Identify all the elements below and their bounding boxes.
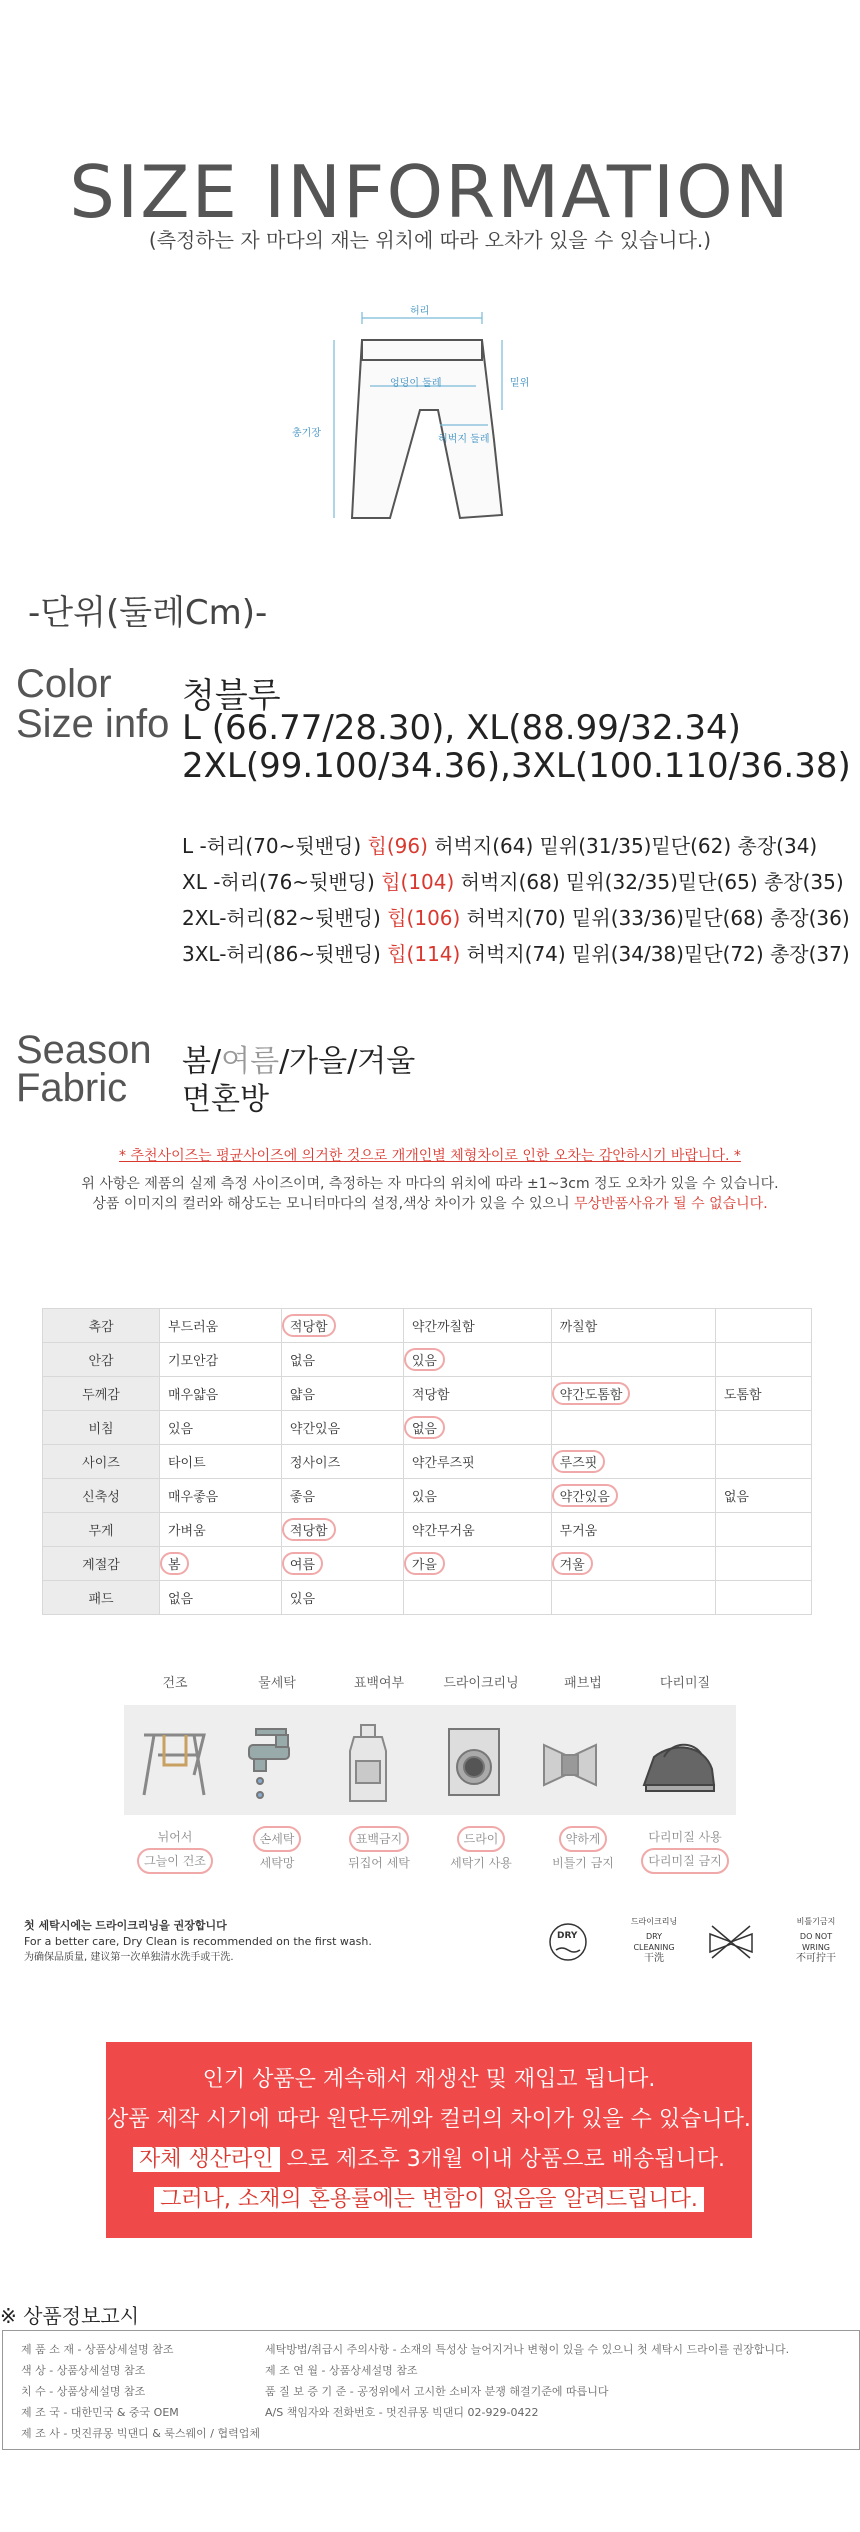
diagram-thigh-label: 허벅지 둘레 [438, 434, 490, 445]
attribute-option: 정사이즈 [281, 1445, 403, 1479]
attribute-name: 사이즈 [43, 1445, 160, 1479]
restock-line-1: 인기 상품은 계속해서 재생산 및 재입고 됩니다. [202, 2067, 656, 2092]
attribute-option: 적당함 [281, 1309, 403, 1343]
info-row-left: 제 조 사 - 멋진큐몽 빅댄디 & 룩스웨이 / 협력업체 [21, 2427, 260, 2440]
info-row-left: 제 품 소 재 - 상품상세설명 참조 [21, 2343, 174, 2356]
diagram-rise-label: 밑위 [510, 378, 530, 389]
attribute-option [551, 1411, 715, 1445]
care-header-wash: 물세탁 [258, 1676, 296, 1691]
care-option: 손세탁 세탁망 [227, 1826, 327, 1874]
info-row-right: 세탁방법/취급시 주의사항 - 소재의 특성상 늘어지거나 변형이 있을 수 있으니 첫 세탁시 드라이를 권장합니다. [265, 2343, 790, 2356]
info-row-right: A/S 책임자와 전화번호 - 멋진큐몽 빅댄디 02-929-0422 [265, 2406, 539, 2419]
attribute-option: 타이트 [160, 1445, 282, 1479]
fabric-label: Fabric [16, 1066, 128, 1110]
wring-cloth-icon [544, 1745, 596, 1785]
attribute-option: 기모안감 [160, 1343, 282, 1377]
iron-icon [644, 1745, 714, 1791]
size-row-3xl: 3XL-허리(86~뒷밴딩) 힙(114) 허벅지(74) 밑위(34/38)밑단(72) 총장(37) [182, 942, 850, 966]
diagram-hip-label: 엉덩이 둘레 [390, 378, 442, 389]
attribute-option: 있음 [281, 1581, 403, 1615]
color-label: Color [16, 662, 112, 706]
sizeinfo-line-2: 2XL(99.100/34.36),3XL(100.110/36.38) [182, 746, 851, 786]
attribute-option: 있음 [403, 1479, 551, 1513]
faucet-icon [249, 1729, 289, 1798]
attribute-option: 도톰함 [715, 1377, 811, 1411]
care-header-bleach: 표백여부 [353, 1676, 405, 1691]
attribute-row [43, 1377, 812, 1411]
attribute-option [715, 1309, 811, 1343]
care-icon-band [124, 1705, 736, 1815]
care-options [124, 1826, 736, 1874]
info-row-left: 색 상 - 상품상세설명 참조 [21, 2364, 146, 2377]
attribute-option [715, 1547, 811, 1581]
attribute-option: 무거움 [551, 1513, 715, 1547]
drying-rack-icon [144, 1735, 204, 1795]
unit-label: -단위(둘레Cm)- [28, 593, 268, 633]
attribute-name: 계절감 [43, 1547, 160, 1581]
attribute-name: 촉감 [43, 1309, 160, 1343]
care-option: 약하게 비틀기 금지 [533, 1826, 633, 1874]
attribute-option: 없음 [403, 1411, 551, 1445]
attribute-option [403, 1581, 551, 1615]
attribute-option: 약간있음 [551, 1479, 715, 1513]
attribute-option [715, 1581, 811, 1615]
bleach-bottle-icon [350, 1725, 386, 1801]
restock-line-4: 그러나, 소재의 혼용률에는 변함이 없음을 알려드립니다. [106, 2180, 752, 2220]
size-row-xl: XL -허리(76~뒷밴딩) 힙(104) 허벅지(68) 밑위(32/35)밑단(65) 총장(35) [182, 870, 844, 894]
attribute-option [715, 1343, 811, 1377]
washing-machine-icon [449, 1729, 499, 1795]
attribute-option: 루즈핏 [551, 1445, 715, 1479]
info-row-left: 제 조 국 - 대한민국 & 중국 OEM [21, 2406, 179, 2419]
attribute-option: 가을 [403, 1547, 551, 1581]
attribute-option: 가벼움 [160, 1513, 282, 1547]
attribute-row [43, 1581, 812, 1615]
info-row-right: 제 조 연 월 - 상품상세설명 참조 [265, 2364, 418, 2377]
attribute-option: 봄 [160, 1547, 282, 1581]
attribute-option: 겨울 [551, 1547, 715, 1581]
attribute-option: 좋음 [281, 1479, 403, 1513]
attribute-row [43, 1513, 812, 1547]
product-info-box [2, 2330, 860, 2450]
care-header-dryclean: 드라이크리닝 [443, 1676, 519, 1691]
dry-symbol-icon: DRY [548, 1922, 588, 1966]
recommend-notice: * 추천사이즈는 평균사이즈에 의거한 것으로 개개인별 체형차이로 인한 오차는 감안하시기 바랍니다. * [119, 1148, 741, 1164]
attribute-option: 약간도톰함 [551, 1377, 715, 1411]
attribute-name: 신축성 [43, 1479, 160, 1513]
attribute-name: 두께감 [43, 1377, 160, 1411]
care-header-iron: 다리미질 [659, 1676, 711, 1691]
attribute-option: 여름 [281, 1547, 403, 1581]
attribute-row [43, 1445, 812, 1479]
restock-line-3: 자체 생산라인 으로 제조후 3개월 이내 상품으로 배송됩니다. [106, 2140, 752, 2180]
attribute-option [715, 1411, 811, 1445]
attribute-option: 까칠함 [551, 1309, 715, 1343]
care-option: 다리미질 사용 다리미질 금지 [635, 1826, 735, 1874]
info-row-left: 치 수 - 상품상세설명 참조 [21, 2385, 146, 2398]
attribute-option: 매우얇음 [160, 1377, 282, 1411]
attribute-option: 부드러움 [160, 1309, 282, 1343]
season-value: 봄/여름/가을/겨울 [182, 1044, 416, 1079]
attribute-option: 있음 [160, 1411, 282, 1445]
attribute-row [43, 1411, 812, 1445]
attribute-row [43, 1309, 812, 1343]
care-option: 뉘어서 그늘이 건조 [125, 1826, 225, 1874]
attribute-option: 약간까칠함 [403, 1309, 551, 1343]
attribute-option: 없음 [281, 1343, 403, 1377]
diagram-length-label: 총기장 [292, 428, 321, 439]
product-info-title: ※ 상품정보고시 [0, 2304, 140, 2328]
size-row-l: L -허리(70~뒷밴딩) 힙(96) 허벅지(64) 밑위(31/35)밑단(62) 총장(34) [182, 834, 818, 858]
info-row-right: 품 질 보 증 기 준 - 공정위에서 고시한 소비자 분쟁 해결기준에 따릅니다 [265, 2385, 609, 2398]
fabric-value: 면혼방 [182, 1082, 269, 1117]
diagram-waist-label: 허리 [410, 306, 430, 317]
attribute-option: 약간있음 [281, 1411, 403, 1445]
attribute-option [551, 1581, 715, 1615]
no-wring-icon [706, 1924, 756, 1964]
sizeinfo-label: Size info [16, 702, 170, 746]
attribute-row [43, 1343, 812, 1377]
care-option: 표백금지 뒤집어 세탁 [329, 1826, 429, 1874]
measure-notice: 위 사항은 제품의 실제 측정 사이즈이며, 측정하는 자 마다의 위치에 따라 ±1~3cm 정도 오차가 있을 수 있습니다. 상품 이미지의 컬러와 해상도는 모니터마다의 설정,색상 차이가 있을 수 있으니 무상반품사유가 될 수 없습니다. [81, 1176, 779, 1212]
sizeinfo-line-1: L (66.77/28.30), XL(88.99/32.34) [182, 708, 741, 748]
attribute-option: 적당함 [281, 1513, 403, 1547]
attribute-option: 적당함 [403, 1377, 551, 1411]
care-headers [124, 1672, 736, 1691]
attribute-option [715, 1513, 811, 1547]
care-option: 드라이 세탁기 사용 [431, 1826, 531, 1874]
wash-note: 첫 세탁시에는 드라이크리닝을 권장합니다 For a better care, Dry Clean is recommended on the first wash. 为确保品质量, 建议第一次单独清水洗手或干洗. [24, 1919, 372, 1963]
pants-diagram [270, 290, 590, 550]
pants-outline-icon [270, 290, 590, 550]
attribute-option [715, 1445, 811, 1479]
color-value: 청블루 [182, 676, 281, 716]
page-title: SIZE INFORMATION [69, 150, 791, 234]
size-row-2xl: 2XL-허리(82~뒷밴딩) 힙(106) 허벅지(70) 밑위(33/36)밑단(68) 총장(36) [182, 906, 850, 930]
care-header-wring: 패브법 [564, 1676, 602, 1691]
season-label: Season [16, 1028, 152, 1072]
attribute-name: 비침 [43, 1411, 160, 1445]
attribute-option: 있음 [403, 1343, 551, 1377]
restock-line-2: 상품 제작 시기에 따라 원단두께와 컬러의 차이가 있을 수 있습니다. [107, 2107, 751, 2132]
attribute-option: 없음 [160, 1581, 282, 1615]
attribute-row [43, 1479, 812, 1513]
attribute-name: 패드 [43, 1581, 160, 1615]
attribute-name: 무게 [43, 1513, 160, 1547]
attribute-name: 안감 [43, 1343, 160, 1377]
attribute-row [43, 1547, 812, 1581]
dry-cleaning-text: 드라이크리닝 DRY CLEANING 干洗 [630, 1917, 678, 1964]
attribute-option: 없음 [715, 1479, 811, 1513]
no-wring-text: 비틀기금지 DO NOT WRING 不可拧干 [796, 1917, 836, 1964]
attribute-option: 얇음 [281, 1377, 403, 1411]
attribute-option: 매우좋음 [160, 1479, 282, 1513]
care-header-dry: 건조 [162, 1676, 188, 1691]
attribute-option [551, 1343, 715, 1377]
product-attribute-table [42, 1308, 812, 1615]
restock-notice-box [106, 2042, 752, 2238]
page-subtitle: (측정하는 자 마다의 재는 위치에 따라 오차가 있을 수 있습니다.) [148, 228, 712, 252]
attribute-option: 약간루즈핏 [403, 1445, 551, 1479]
attribute-option: 약간무거움 [403, 1513, 551, 1547]
